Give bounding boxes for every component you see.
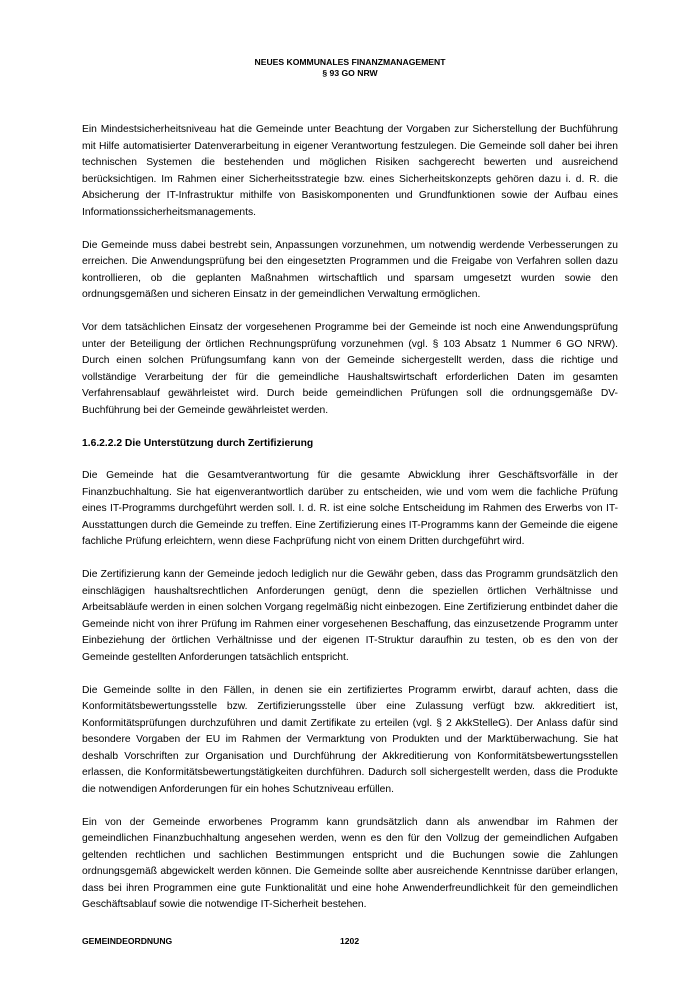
footer-label: GEMEINDEORDNUNG <box>82 936 173 946</box>
body-paragraph: Die Gemeinde sollte in den Fällen, in denen sie ein zertifiziertes Programm erwirbt, darauf achten, dass die Konformitätsbewertungsstelle bzw. Zertifizierungsstelle über eine Zulassung verfügt bzw. akkreditiert ist, Konformitätsprüfungen durchzuführen und damit Zertifikate zu erteilen (vgl. § 2 AkkStelleG). Der Anlass dafür sind besondere Vorgaben der EU im Rahmen der Vermarktung von Produkten und der Marktüberwachung. Sie hat deshalb Vorschriften zur Organisation und Durchführung der Akkreditierung von Konformitätsbewertungsstellen erlassen, die Konformitätsbewertungstätigkeiten durchführen. Dadurch soll sichergestellt werden, dass die Produkte die notwendigen Anforderungen für ein hohes Schutzniveau erfüllen. <box>82 684 618 795</box>
header-subtitle: § 93 GO NRW <box>322 68 378 78</box>
body-paragraph: Die Zertifizierung kann der Gemeinde jedoch lediglich nur die Gewähr geben, dass das Programm grundsätzlich den einschlägigen haushaltsrechtlichen Anforderungen genügt, denn die speziellen örtlichen Verhältnisse und Arbeitsabläufe werden in einen solchen Vorgang regelmäßig nicht einbezogen. Eine Zertifizierung entbindet daher die Gemeinde nicht von ihrer Prüfung im Rahmen einer vorgesehenen Beschaffung, das einzusetzende Programm unter Einbeziehung der örtlichen Verhältnisse und der eigenen IT-Struktur daraufhin zu testen, ob es den von der Gemeinde gestellten Anforderungen tatsächlich entspricht. <box>82 569 618 663</box>
body-paragraph: Die Gemeinde muss dabei bestrebt sein, Anpassungen vorzunehmen, um notwendig werdende Verbesserungen zu erreichen. Die Anwendungsprüfung bei den eingesetzten Programmen und die Freigabe von Verfahren sollen dazu kontrollieren, ob die geplanten Maßnahmen wirtschaftlich und sparsam umgesetzt wurden sowie den ordnungsgemäßen und sicheren Einsatz in der gemeindlichen Verwaltung ermöglichen. <box>82 239 618 300</box>
document-body <box>82 122 618 930</box>
body-paragraph: Die Gemeinde hat die Gesamtverantwortung für die gesamte Abwicklung ihrer Geschäftsvorfälle in der Finanzbuchhaltung. Sie hat eigenverantwortlich darüber zu entscheiden, wie und vom wem die fachliche Prüfung eines IT-Programms durchgeführt werden soll. I. d. R. ist eine solche Entscheidung im Rahmen des Erwerbs von IT-Ausstattungen durch die Gemeinde zu treffen. Eine Zertifizierung eines IT-Programms kann der Gemeinde die eigene fachliche Prüfung erleichtern, wenn diese Fachprüfung nicht von einem Dritten durchgeführt wird. <box>82 470 618 547</box>
section-heading: 1.6.2.2.2 Die Unterstützung durch Zertifizierung <box>82 437 314 449</box>
body-paragraph: Ein von der Gemeinde erworbenes Programm kann grundsätzlich dann als anwendbar im Rahmen der gemeindlichen Finanzbuchhaltung angesehen werden, wenn es den für den Vollzug der gemeindlichen Aufgaben geltenden rechtlichen und sachlichen Bestimmungen entspricht und die Buchungen sowie die Zahlungen ordnungsgemäß abgewickelt werden können. Die Gemeinde sollte aber ausreichende Kenntnisse darüber erlangen, dass bei ihren Programmen eine gute Funktionalität und eine hohe Anwenderfreundlichkeit für den gemeindlichen Geschäftsablauf sowie die notwendige IT-Sicherheit bestehen. <box>82 816 618 910</box>
page-number: 1202 <box>340 936 360 946</box>
page-header <box>0 57 700 79</box>
body-paragraph: Vor dem tatsächlichen Einsatz der vorgesehenen Programme bei der Gemeinde ist noch eine Anwendungsprüfung unter der Beteiligung der örtlichen Rechnungsprüfung vorzunehmen (vgl. § 103 Absatz 1 Nummer 6 GO NRW). Durch einen solchen Prüfungsumfang kann von der Gemeinde sichergestellt werden, dass die richtige und vollständige Verarbeitung der für die gemeindliche Haushaltswirtschaft erforderlichen Daten im gesamten Verfahrensablauf gewährleistet wird. Durch beide gemeindlichen Prüfungen soll die ordnungsgemäße DV-Buchführung bei der Gemeinde gewährleistet werden. <box>82 322 618 416</box>
body-paragraph: Ein Mindestsicherheitsniveau hat die Gemeinde unter Beachtung der Vorgaben zur Sicherstellung der Buchführung mit Hilfe automatisierter Datenverarbeitung in eigener Verantwortung festzulegen. Die Gemeinde soll daher bei ihren technischen Systemen die bestehenden und möglichen Risiken sachgerecht bewerten und ausreichend berücksichtigen. Im Rahmen einer Sicherheitsstrategie bzw. eines Sicherheitskonzepts gehören dazu i. d. R. die Absicherung der IT-Infrastruktur mithilfe von Basiskomponenten und Grundfunktionen sowie der Aufbau eines Informationssicherheitsmanagements. <box>82 124 618 218</box>
header-title: NEUES KOMMUNALES FINANZMANAGEMENT <box>254 57 446 67</box>
